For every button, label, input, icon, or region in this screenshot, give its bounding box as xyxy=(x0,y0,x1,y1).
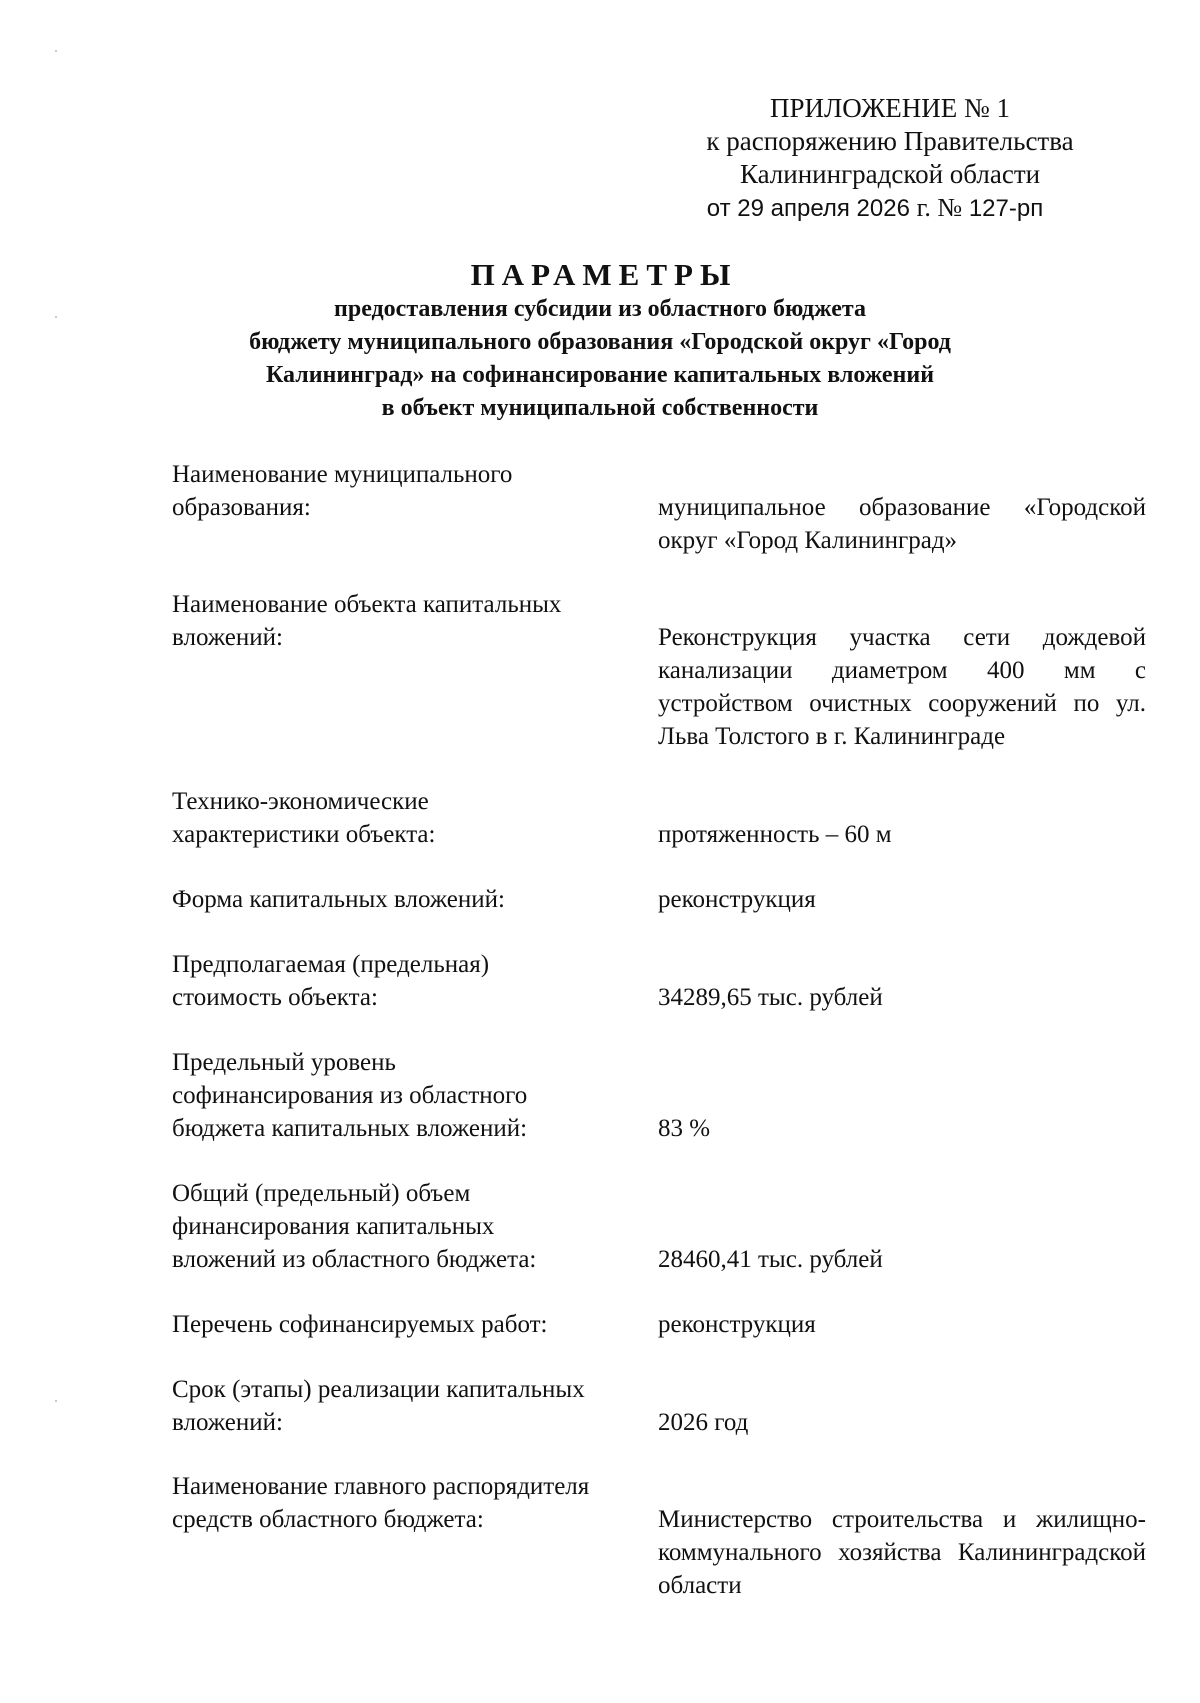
subtitle-line: предоставления субсидии из областного бюджета xyxy=(334,296,866,322)
parameter-label xyxy=(172,948,642,1014)
label-line: Наименование объекта капитальных xyxy=(172,591,562,618)
label-line: вложений: xyxy=(172,1409,283,1436)
label-line: Предельный уровень xyxy=(172,1049,396,1076)
scan-speck xyxy=(55,1400,57,1402)
parameter-label xyxy=(172,1308,642,1341)
document-title: ПАРАМЕТРЫ xyxy=(470,257,738,292)
label-line: Срок (этапы) реализации капитальных xyxy=(172,1376,585,1403)
subtitle-line: Калининград» на софинансирование капитальных вложений xyxy=(265,362,935,388)
parameter-label xyxy=(172,1046,642,1145)
label-line: финансирования капитальных xyxy=(172,1213,495,1240)
parameter-label xyxy=(172,1470,642,1536)
label-line: Наименование муниципального xyxy=(172,461,513,488)
scan-speck xyxy=(55,50,57,52)
parameter-value: 28460,41 тыс. рублей xyxy=(658,1246,883,1273)
appendix-header xyxy=(640,92,1140,225)
parameter-value: муниципальное образование «Городской округ «Город Калининград» xyxy=(658,494,1146,554)
appendix-number: ПРИЛОЖЕНИЕ № 1 xyxy=(769,93,1011,123)
parameter-value: 83 % xyxy=(658,1115,711,1142)
label-line: Общий (предельный) объем xyxy=(172,1180,471,1207)
date-prefix: от xyxy=(706,195,731,222)
order-number: 127-рп xyxy=(968,195,1044,222)
date-value: 29 апреля 2026 xyxy=(737,195,910,222)
appendix-region: Калининградской области xyxy=(739,159,1041,189)
label-line: образования: xyxy=(172,494,311,521)
parameter-value: 2026 год xyxy=(658,1409,749,1436)
parameter-value: протяженность – 60 м xyxy=(658,821,892,848)
parameter-value: 34289,65 тыс. рублей xyxy=(658,984,883,1011)
label-line: бюджета капитальных вложений: xyxy=(172,1115,528,1142)
parameter-label xyxy=(172,1373,642,1439)
parameter-value: реконструкция xyxy=(658,886,816,913)
label-line: Предполагаемая (предельная) xyxy=(172,951,490,978)
label-line: вложений: xyxy=(172,624,283,651)
label-line: средств областного бюджета: xyxy=(172,1506,484,1533)
parameter-label xyxy=(172,883,642,916)
label-line: Форма капитальных вложений: xyxy=(172,886,505,913)
appendix-reference: к распоряжению Правительства xyxy=(706,126,1074,156)
label-line: стоимость объекта: xyxy=(172,984,378,1011)
parameter-value: Министерство строительства и жилищно-коммунального хозяйства Калининградской области xyxy=(658,1506,1146,1599)
subtitle-line: в объект муниципальной собственности xyxy=(381,395,819,421)
label-line: Наименование главного распорядителя xyxy=(172,1473,590,1500)
label-line: Перечень софинансируемых работ: xyxy=(172,1311,548,1338)
document-subtitle xyxy=(200,293,1000,425)
label-line: вложений из областного бюджета: xyxy=(172,1246,537,1273)
label-line: софинансирования из областного xyxy=(172,1082,528,1109)
date-suffix: г. № xyxy=(916,193,963,222)
parameter-label xyxy=(172,458,642,524)
subtitle-line: бюджету муниципального образования «Городской округ «Город xyxy=(249,329,951,355)
parameter-label xyxy=(172,588,642,654)
scan-speck xyxy=(55,316,57,318)
label-line: Технико-экономические xyxy=(172,788,429,815)
parameter-value: Реконструкция участка сети дождевой канализации диаметром 400 мм с устройством очистных сооружений по ул. Льва Толстого в г. Калининграде xyxy=(658,624,1146,750)
appendix-date-line xyxy=(640,191,1140,225)
parameter-value: реконструкция xyxy=(658,1311,816,1338)
parameter-label xyxy=(172,785,642,851)
label-line: характеристики объекта: xyxy=(172,821,436,848)
parameter-label xyxy=(172,1177,642,1276)
